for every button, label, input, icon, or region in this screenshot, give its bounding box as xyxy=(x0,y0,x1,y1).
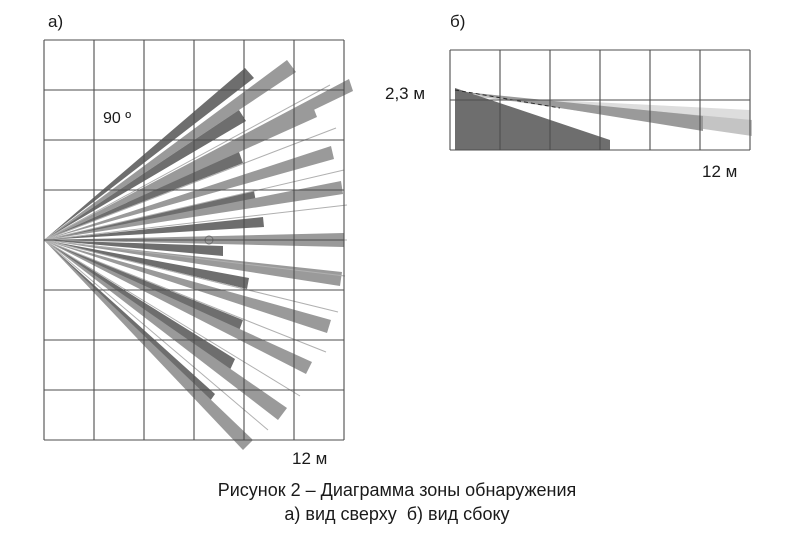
height-label-side-view: 2,3 м xyxy=(385,84,426,103)
panel-a-beams xyxy=(44,60,353,450)
wedge-dark xyxy=(455,88,610,150)
distance-label-side-view: 12 м xyxy=(702,162,738,181)
panel-b-tag: б) xyxy=(450,12,466,31)
panel-a-grid xyxy=(44,40,344,440)
figure-caption xyxy=(0,478,794,527)
caption-line-2: а) вид сверху б) вид сбоку xyxy=(284,504,510,525)
distance-label-top-view: 12 м xyxy=(292,449,328,468)
caption-line-1: Рисунок 2 – Диаграмма зоны обнаружения xyxy=(217,480,577,500)
panel-a-tag: а) xyxy=(48,12,64,31)
beam-mid xyxy=(44,240,331,333)
angle-label: 90 º xyxy=(103,110,132,127)
